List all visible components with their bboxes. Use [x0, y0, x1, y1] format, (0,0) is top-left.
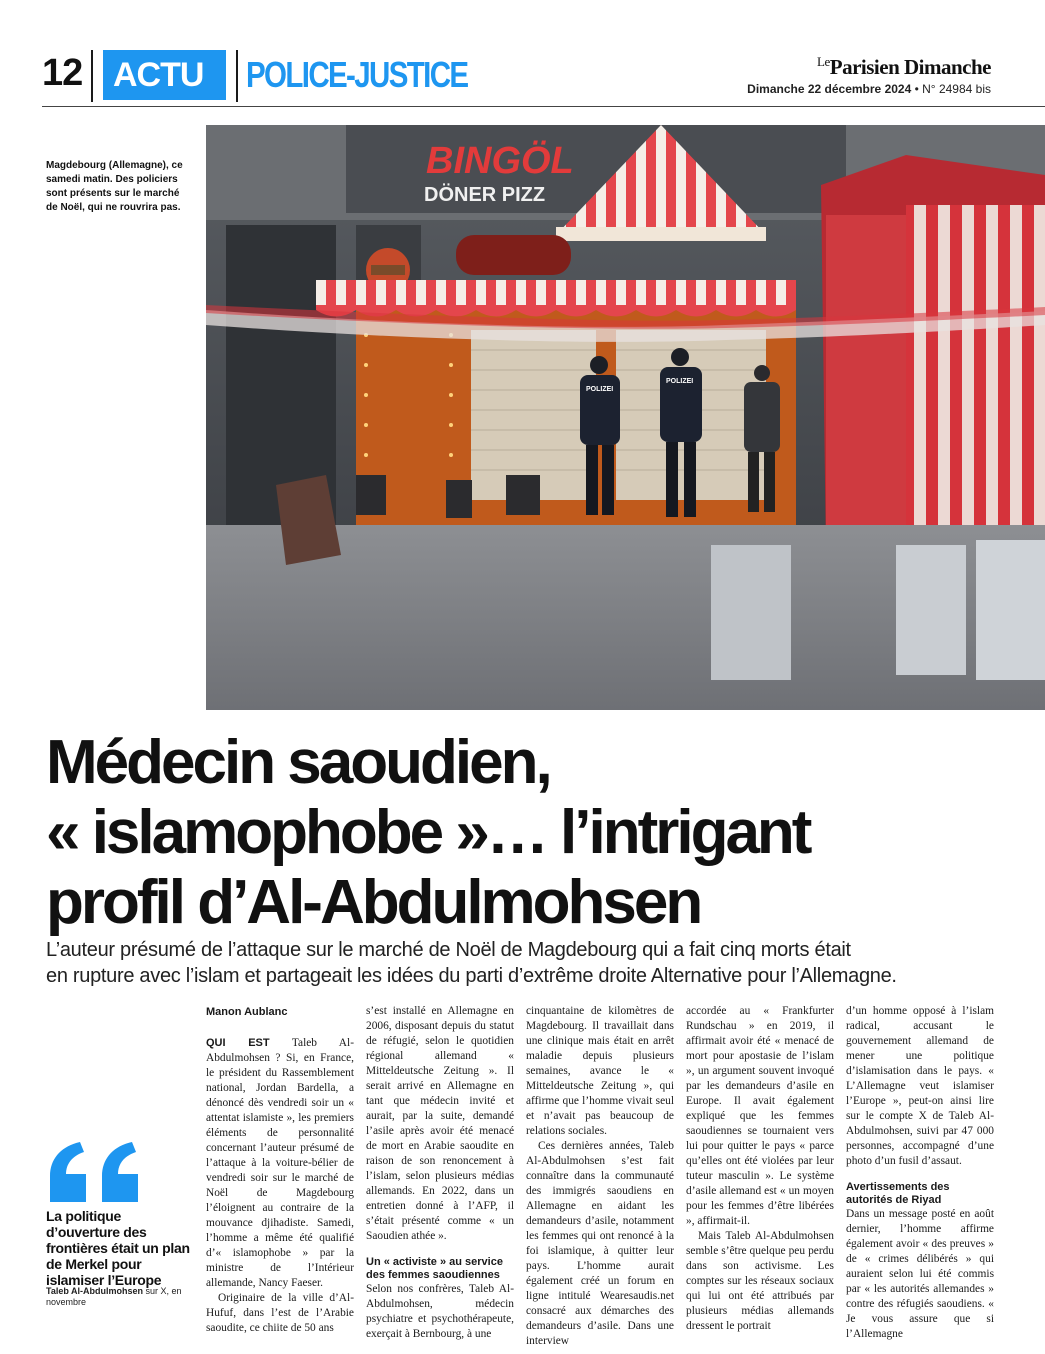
article-column-3: [526, 1004, 674, 1349]
quote-mark-icon: [46, 1140, 146, 1206]
pull-quote-attribution: [46, 1286, 196, 1308]
logo-prefix: Le: [817, 54, 830, 69]
subsection-title: POLICE-JUSTICE: [246, 54, 468, 95]
paragraph: Dans un message posté en août dernier, l’homme affirme également avoir « des preuves » de « crimes délibérés » qui auraient selon lui été commis par « les autorités allemandes » contre des réfugiés saoudiens. « Je vous assure que si l’Allemagne: [846, 1208, 994, 1340]
news-photo: [206, 125, 1045, 710]
header-divider: [91, 50, 93, 102]
paragraph: d’un homme opposé à l’islam radical, accusant le gouvernement allemand de mener une politique d’islamisation dans le pays. « L’Allemagne veut islamiser l’Europe », peut-on ainsi lire sur le compte X de Taleb Al-Abdulmohsen, suivi par 47 000 personnes, accompagné d’une photo d’un fusil d’assaut.: [846, 1005, 994, 1167]
paragraph-text: Taleb Al-Abdulmohsen ? Si, en France, le président du Rassemblement national, Jordan Bardella, a dénoncé dès vendredi soir un « attentat islamiste », les premiers éléments de personnalité concernant l’auteur présumé de l’attaque à la voiture-bélier de vendredi soir sur le marché de Noël de Magdebourg l’éloignent au contraire de la mouvance djihadiste. Samedi, l’homme a même été qualifié d’« islamophobe » par la ministre de l’Intérieur allemande, Nancy Faeser.: [206, 1037, 354, 1289]
issue-date: [747, 82, 991, 96]
paragraph: Selon nos confrères, Taleb Al-Abdulmohsen, médecin psychiatre et psychothérapeute, exerçait à Bernbourg, à une: [366, 1283, 514, 1340]
headline: [46, 728, 1026, 938]
paragraph: Ces dernières années, Taleb Al-Abdulmohsen s’est fait connaître dans la communauté des immigrés saoudiens en Allemagne en aidant les demandeurs d’asile, notamment les femmes qui ont renoncé à la foi islamique, à quitter leur pays. L’homme aurait également créé un forum en ligne intitulé Wearesaudis.net consacré aux démarches des demandeurs d’asile. Dans une interview: [526, 1140, 674, 1347]
paragraph: [206, 1036, 354, 1291]
section-tag: ACTU: [103, 50, 226, 100]
article-column-5: [846, 1004, 994, 1342]
standfirst-line: en rupture avec l’islam et partageait les idées du parti d’extrême droite Alternative pour l’Allemagne.: [46, 965, 897, 987]
logo-name: Parisien Dimanche: [829, 55, 991, 79]
pull-quote-text: La politique d’ouverture des frontières était un plan de Merkel pour islamiser l’Europe: [46, 1208, 190, 1288]
headline-line: Médecin saoudien,: [46, 728, 550, 797]
paragraph: Mais Taleb Al-Abdulmohsen semble s’être quelque peu perdu dans son activisme. Les comptes sur les réseaux sociaux qui lui ont été attribués par plusieurs médias allemands dressent le portrait: [686, 1230, 834, 1332]
quote-source: sur X, en novembre: [46, 1286, 182, 1307]
subheading: Un « activiste » au service des femmes saoudiennes: [366, 1256, 503, 1281]
article-column-1: [206, 1004, 354, 1336]
paragraph: s’est installé en Allemagne en 2006, disposant depuis du statut de réfugié, selon le quotidien régional allemand « Mitteldeutsche Zeitung ». Il serait arrivé en Allemagne en tant que médecin invité et aurait, par la suite, demandé l’asile après avoir été menacé de mort en Arabie saoudite en raison de son renoncement à l’islam, selon plusieurs médias allemands. En 2022, dans un entretien donné à l’AFP, il s’était présenté comme « un Saoudien athée ».: [366, 1005, 514, 1242]
headline-line: « islamophobe »… l’intrigant: [46, 798, 810, 867]
shop-sign-name: BINGÖL: [426, 140, 574, 182]
article-column-4: [686, 1004, 834, 1334]
photo-caption: Magdebourg (Allemagne), ce samedi matin. Des policiers sont présents sur le marché de Noël, qui ne rouvrira pas.: [46, 160, 183, 213]
shop-sign-sub: DÖNER PIZZ: [424, 184, 546, 206]
page-number: 12: [42, 52, 83, 94]
police-label: POLIZEI: [666, 378, 694, 385]
byline: Manon Aublanc: [206, 1006, 288, 1018]
newspaper-logo: [817, 54, 991, 80]
paragraph: cinquantaine de kilomètres de Magdebourg. Il travaillait dans une clinique mais était en arrêt maladie depuis plusieurs semaines, avance le « Mitteldeutsche Zeitung », qui affirme que l’homme vivait seul et n’avait pas beaucoup de relations sociales.: [526, 1005, 674, 1137]
date-text: Dimanche 22 décembre 2024: [747, 82, 912, 96]
lead-in: QUI EST: [206, 1037, 270, 1049]
headline-line: profil d’Al-Abdulmohsen: [46, 868, 701, 937]
quote-author: Taleb Al-Abdulmohsen: [46, 1286, 144, 1296]
article-column-2: [366, 1004, 514, 1342]
standfirst: [46, 937, 1026, 989]
paragraph: Originaire de la ville d’Al-Hufuf, dans l’est de l’Arabie saoudite, ce chiite de 50 ans: [206, 1292, 354, 1334]
header-divider: [236, 50, 238, 102]
subheading: Avertissements des autorités de Riyad: [846, 1181, 950, 1206]
issue-number: • N° 24984 bis: [914, 82, 991, 96]
standfirst-line: L’auteur présumé de l’attaque sur le marché de Noël de Magdebourg qui a fait cinq morts était: [46, 939, 851, 961]
paragraph: accordée au « Frankfurter Rundschau » en 2019, il affirmait avoir été « menacé de mort pour apostasie de l’islam », un argument souvent invoqué par les demandeurs d’asile en Europe. Il avait également expliqué que les femmes saoudiennes se tournaient vers lui pour quitter le pays « parce qu’elles ont été violées par leur tuteur masculin ». Le système d’asile allemand est « un moyen pour les femmes d’être libérées », affirmait-il.: [686, 1005, 834, 1227]
header-rule: [42, 106, 1045, 107]
police-label: POLIZEI: [586, 386, 614, 393]
